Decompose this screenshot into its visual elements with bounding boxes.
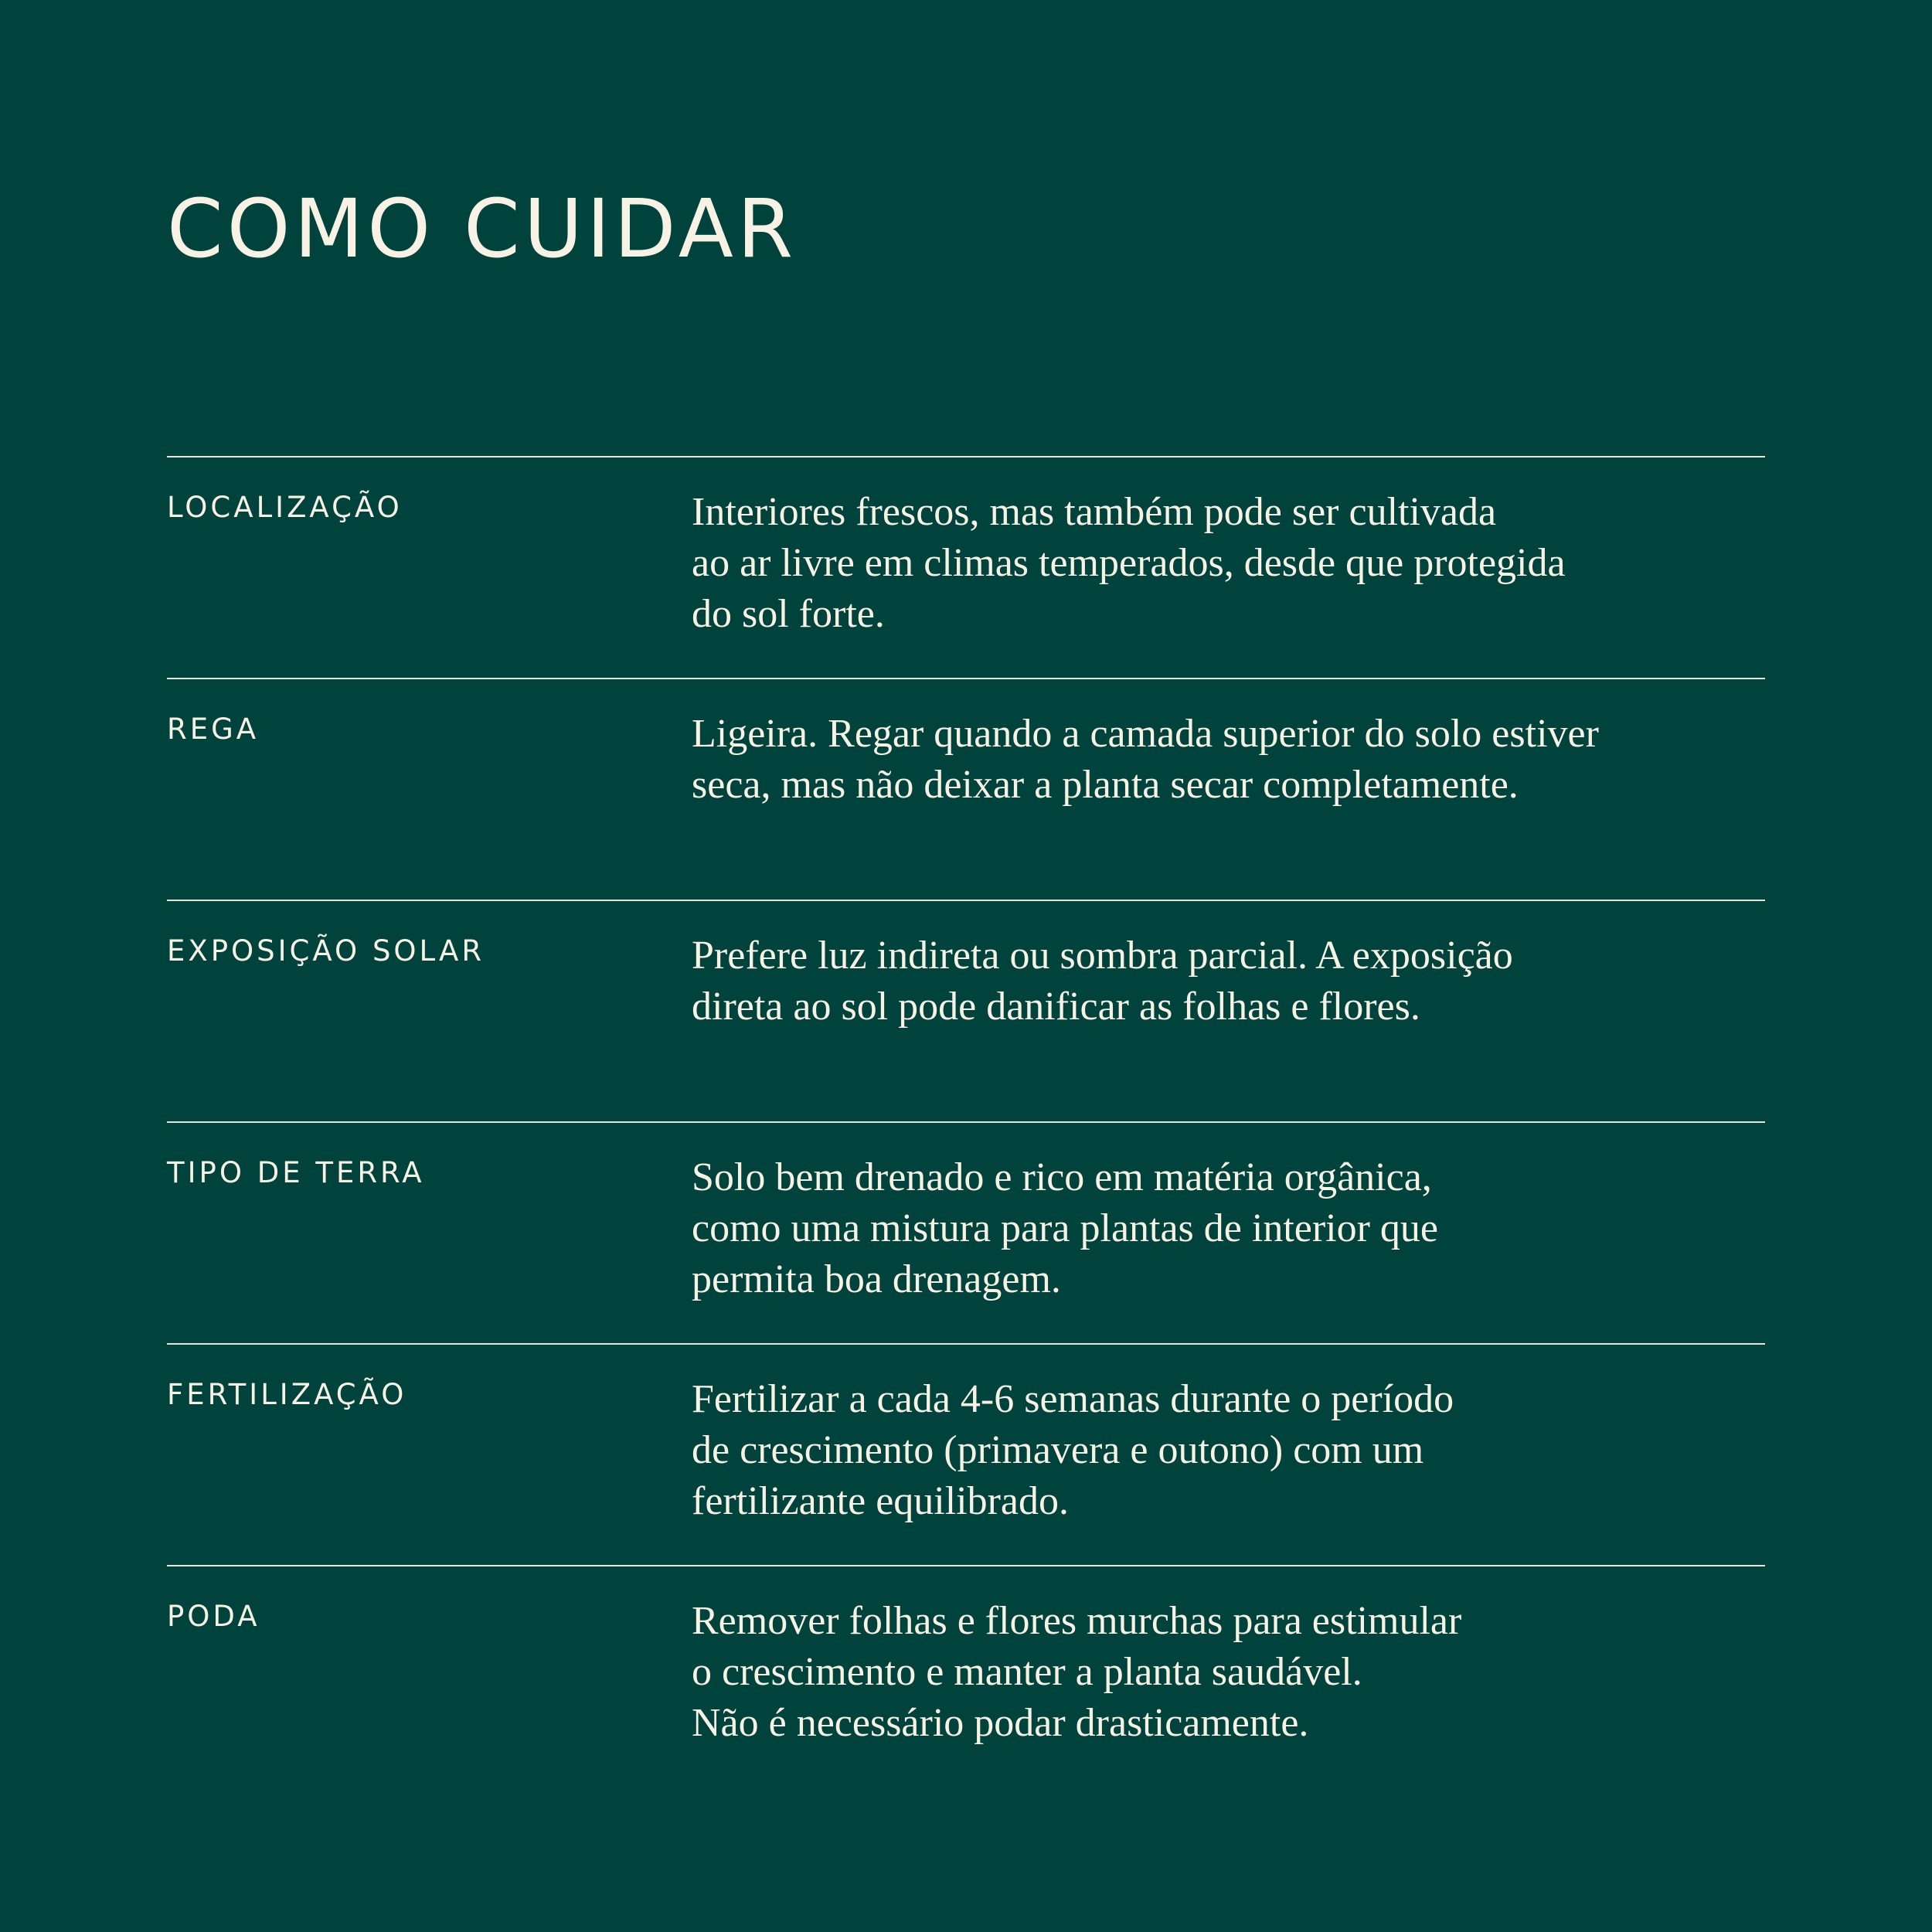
text-line: Ligeira. Regar quando a camada superior do solo estiver: [692, 712, 1599, 756]
care-row-poda: [167, 1565, 1765, 1787]
care-row-localizacao: [167, 456, 1765, 678]
row-text-tipo-de-terra: [692, 1152, 1774, 1305]
text-line: seca, mas não deixar a planta secar completamente.: [692, 763, 1519, 807]
care-table: [167, 456, 1765, 1787]
row-text-poda: [692, 1596, 1774, 1749]
care-row-fertilizacao: [167, 1343, 1765, 1565]
text-line: ao ar livre em climas temperados, desde que protegida: [692, 541, 1566, 585]
text-line: Solo bem drenado e rico em matéria orgânica,: [692, 1155, 1432, 1199]
text-line: Fertilizar a cada 4-6 semanas durante o período: [692, 1377, 1454, 1421]
care-row-rega: [167, 678, 1765, 900]
care-row-exposicao-solar: [167, 900, 1765, 1121]
text-line: de crescimento (primavera e outono) com um: [692, 1428, 1424, 1472]
row-label-rega: REGA: [167, 713, 260, 746]
text-line: Remover folhas e flores murchas para estimular: [692, 1599, 1462, 1643]
text-line: Interiores frescos, mas também pode ser cultivada: [692, 490, 1497, 534]
text-line: direta ao sol pode danificar as folhas e flores.: [692, 985, 1420, 1029]
page-title: COMO CUIDAR: [167, 182, 798, 276]
row-text-rega: [692, 709, 1774, 811]
text-line: Não é necessário podar drasticamente.: [692, 1701, 1309, 1745]
text-line: o crescimento e manter a planta saudável.: [692, 1650, 1362, 1694]
text-line: fertilizante equilibrado.: [692, 1479, 1070, 1523]
row-label-poda: PODA: [167, 1600, 260, 1633]
text-line: do sol forte.: [692, 592, 885, 636]
row-label-exposicao-solar: EXPOSIÇÃO SOLAR: [167, 934, 485, 968]
text-line: como uma mistura para plantas de interior que: [692, 1206, 1439, 1250]
row-label-localizacao: LOCALIZAÇÃO: [167, 491, 403, 524]
text-line: Prefere luz indireta ou sombra parcial. A exposição: [692, 934, 1513, 978]
text-line: permita boa drenagem.: [692, 1257, 1061, 1301]
row-label-tipo-de-terra: TIPO DE TERRA: [167, 1156, 425, 1189]
row-label-fertilizacao: FERTILIZAÇÃO: [167, 1378, 407, 1411]
care-row-tipo-de-terra: [167, 1121, 1765, 1343]
row-text-exposicao-solar: [692, 930, 1774, 1032]
row-text-localizacao: [692, 487, 1774, 640]
row-text-fertilizacao: [692, 1374, 1774, 1527]
